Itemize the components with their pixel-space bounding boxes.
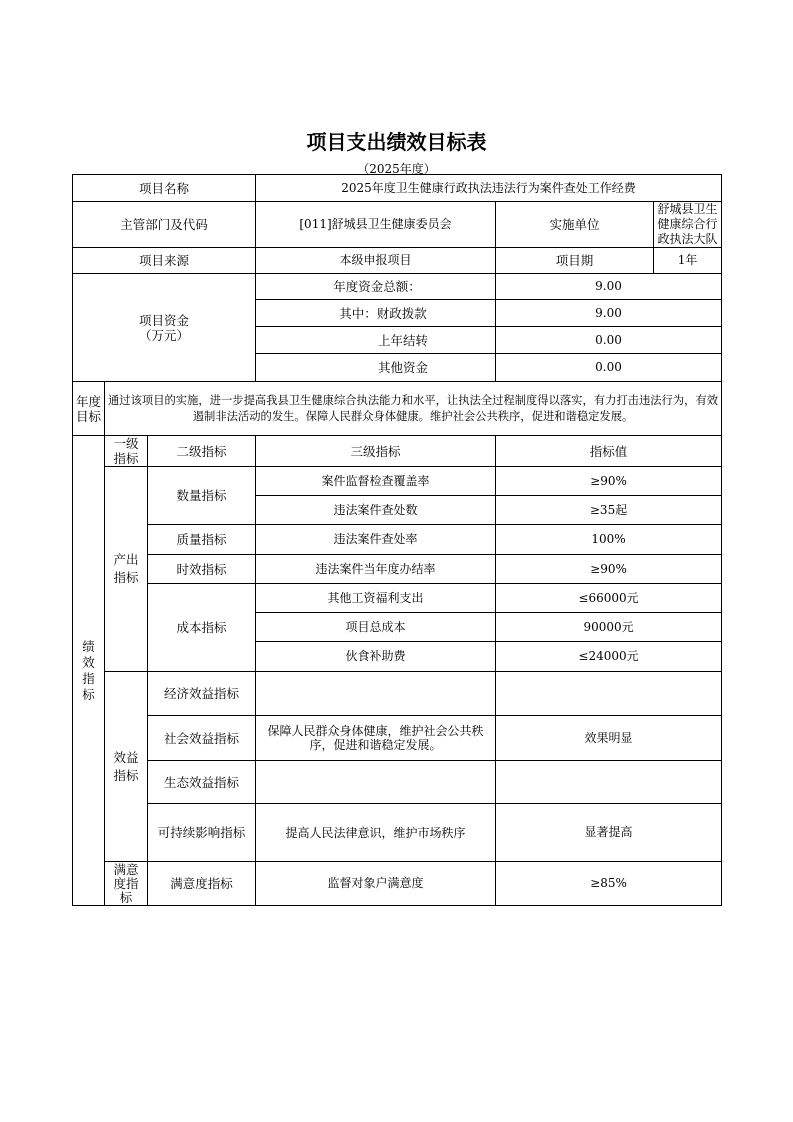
sustainable-name: 提高人民法律意识，维护市场秩序 [256, 804, 496, 862]
funds-fiscal-label: 其中：财政拨款 [256, 300, 496, 327]
dept-label: 主管部门及代码 [73, 202, 256, 248]
project-name-label: 项目名称 [73, 175, 256, 202]
cost-row-2-name: 项目总成本 [256, 613, 496, 642]
impl-unit-value: 舒城县卫生健康综合行政执法大队 [654, 202, 722, 248]
impl-unit-label: 实施单位 [496, 202, 654, 248]
annual-goal-text: 通过该项目的实施，进一步提高我县卫生健康综合执法能力和水平，让执法全过程制度得以落实，有力打击违法行为，有效遏制非法活动的发生。保障人民群众身体健康。维护社会公共秩序，促进和谐稳定发展。 [105, 382, 722, 436]
ecological-value [496, 761, 722, 804]
header-level3: 三级指标 [256, 436, 496, 467]
funds-total-value: 9.00 [496, 274, 722, 300]
social-name: 保障人民群众身体健康，维护社会公共秩序，促进和谐稳定发展。 [256, 716, 496, 761]
timeliness-value: ≥90% [496, 555, 722, 584]
economic-indicator-label: 经济效益指标 [148, 672, 256, 716]
period-value: 1年 [654, 248, 722, 274]
satisfaction-indicator-label: 满意度指标 [148, 862, 256, 906]
page-subtitle: （2025年度） [357, 162, 436, 176]
funds-carryover-value: 0.00 [496, 327, 722, 354]
quality-name: 违法案件查处率 [256, 525, 496, 555]
cost-row-3-value: ≤24000元 [496, 642, 722, 672]
cost-row-1-value: ≤66000元 [496, 584, 722, 613]
funds-fiscal-value: 9.00 [496, 300, 722, 327]
cost-row-2-value: 90000元 [496, 613, 722, 642]
quantity-row-1-value: ≥90% [496, 467, 722, 496]
quantity-row-1-name: 案件监督检查覆盖率 [256, 467, 496, 496]
timeliness-indicator-label: 时效指标 [148, 555, 256, 584]
cost-row-3-name: 伙食补助费 [256, 642, 496, 672]
quality-indicator-label: 质量指标 [148, 525, 256, 555]
cost-row-1-name: 其他工资福利支出 [256, 584, 496, 613]
header-level2: 二级指标 [148, 436, 256, 467]
satisfaction-name: 监督对象户满意度 [256, 862, 496, 906]
funds-label-text: 项目资金 [139, 312, 190, 328]
funds-other-label: 其他资金 [256, 354, 496, 382]
benefit-indicators-label: 效益指标 [105, 672, 148, 862]
ecological-indicator-label: 生态效益指标 [148, 761, 256, 804]
source-value: 本级申报项目 [256, 248, 496, 274]
cost-indicator-label: 成本指标 [148, 584, 256, 672]
period-label: 项目期 [496, 248, 654, 274]
social-indicator-label: 社会效益指标 [148, 716, 256, 761]
funds-total-label: 年度资金总额： [256, 274, 496, 300]
quantity-row-2-value: ≥35起 [496, 496, 722, 525]
indicators-section-label: 绩效指标 [73, 436, 105, 906]
annual-goal-label: 年度目标 [73, 382, 105, 436]
header-level1: 一级指标 [105, 436, 148, 467]
economic-value [496, 672, 722, 716]
funds-other-value: 0.00 [496, 354, 722, 382]
source-label: 项目来源 [73, 248, 256, 274]
economic-name [256, 672, 496, 716]
quantity-row-2-name: 违法案件查处数 [256, 496, 496, 525]
timeliness-name: 违法案件当年度办结率 [256, 555, 496, 584]
social-value: 效果明显 [496, 716, 722, 761]
project-name-value: 2025年度卫生健康行政执法违法行为案件查处工作经费 [256, 175, 722, 202]
sustainable-indicator-label: 可持续影响指标 [148, 804, 256, 862]
funds-carryover-label: 上年结转 [256, 327, 496, 354]
page-title: 项目支出绩效目标表 [306, 130, 487, 154]
header-value: 指标值 [496, 436, 722, 467]
dept-value: [011]舒城县卫生健康委员会 [256, 202, 496, 248]
output-indicators-label: 产出指标 [105, 467, 148, 672]
performance-table [72, 174, 722, 906]
sustainable-value: 显著提高 [496, 804, 722, 862]
quality-value: 100% [496, 525, 722, 555]
funds-unit: （万元） [139, 327, 190, 343]
satisfaction-value: ≥85% [496, 862, 722, 906]
funds-label [73, 274, 256, 382]
quantity-indicator-label: 数量指标 [148, 467, 256, 525]
satisfaction-indicators-label: 满意度指标 [105, 862, 148, 906]
ecological-name [256, 761, 496, 804]
